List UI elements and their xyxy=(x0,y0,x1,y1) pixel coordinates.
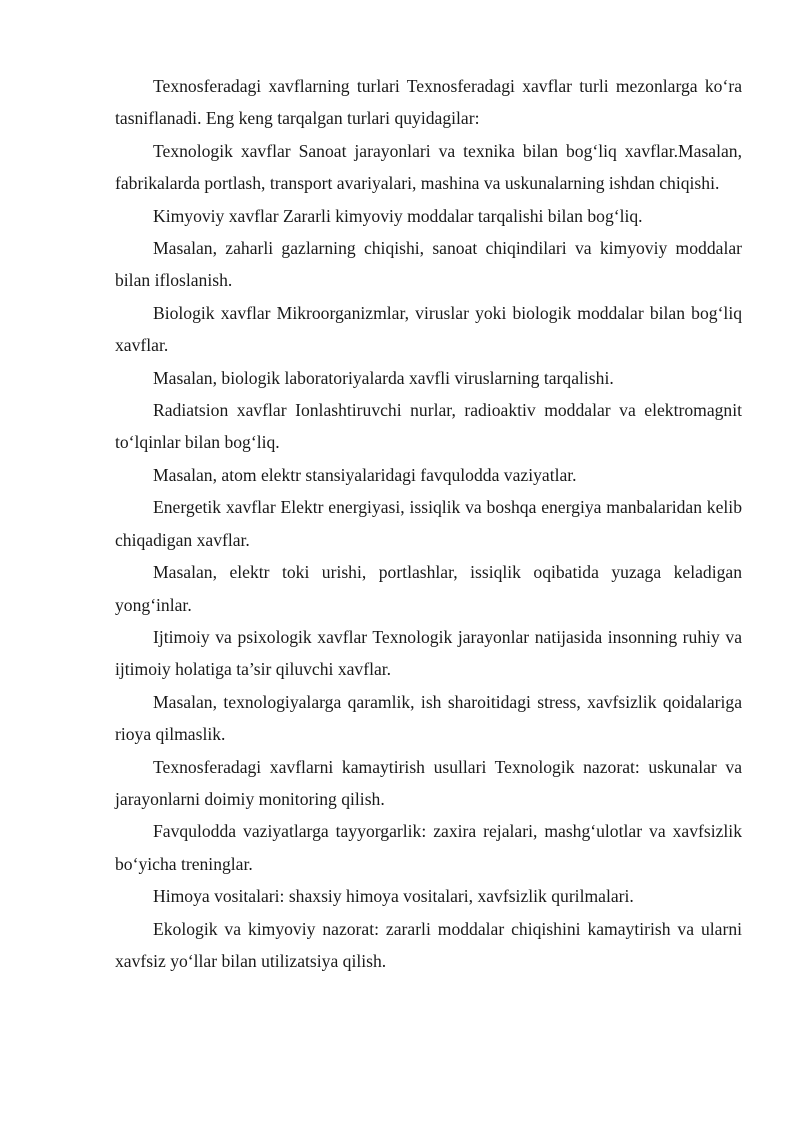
paragraph-intro: Texnosferadagi xavflarning turlari Texnosferadagi xavflar turli mezonlarga ko‘ra tasniflanadi. Eng keng tarqalgan turlari quyidagilar: xyxy=(115,76,742,129)
paragraph-social-hazards: Ijtimoiy va psixologik xavflar Texnologik jarayonlar natijasida insonning ruhiy va ijtimoiy holatiga ta’sir qiluvchi xavflar. xyxy=(115,626,742,680)
paragraph-chemical-example: Masalan, zaharli gazlarning chiqishi, sanoat chiqindilari va kimyoviy moddalar bilan ifloslanish. xyxy=(115,238,742,291)
document-body xyxy=(115,70,742,977)
paragraph-biological-example: Masalan, biologik laboratoriyalarda xavfli viruslarning tarqalishi. xyxy=(153,367,614,388)
paragraph-protective-equipment: Himoya vositalari: shaxsiy himoya vositalari, xavfsizlik qurilmalari. xyxy=(153,886,634,907)
paragraph-radiation-example: Masalan, atom elektr stansiyalaridagi favqulodda vaziyatlar. xyxy=(153,464,577,485)
paragraph-chemical-hazards: Kimyoviy xavflar Zararli kimyoviy moddalar tarqalishi bilan bog‘liq. xyxy=(153,205,643,226)
paragraph-social-example: Masalan, texnologiyalarga qaramlik, ish sharoitidagi stress, xavfsizlik qoidalariga rioya qilmaslik. xyxy=(115,691,742,745)
paragraph-biological-hazards: Biologik xavflar Mikroorganizmlar, viruslar yoki biologik moddalar bilan bog‘liq xavflar. xyxy=(115,302,742,356)
paragraph-reduction-methods: Texnosferadagi xavflarni kamaytirish usullari Texnologik nazorat: uskunalar va jarayonlarni doimiy monitoring qilish. xyxy=(115,756,742,809)
paragraph-energy-hazards: Energetik xavflar Elektr energiyasi, issiqlik va boshqa energiya manbalaridan kelib chiqadigan xavflar. xyxy=(115,497,742,550)
paragraph-ecological-control: Ekologik va kimyoviy nazorat: zararli moddalar chiqishini kamaytirish va ularni xavfsiz yo‘llar bilan utilizatsiya qilish. xyxy=(115,918,742,971)
paragraph-radiation-hazards: Radiatsion xavflar Ionlashtiruvchi nurlar, radioaktiv moddalar va elektromagnit to‘lqinlar bilan bog‘liq. xyxy=(115,400,742,453)
paragraph-emergency-preparedness: Favqulodda vaziyatlarga tayyorgarlik: zaxira rejalari, mashg‘ulotlar va xavfsizlik bo‘yicha treninglar. xyxy=(115,821,742,874)
paragraph-energy-example: Masalan, elektr toki urishi, portlashlar, issiqlik oqibatida yuzaga keladigan yong‘inlar. xyxy=(115,562,742,615)
paragraph-technological-hazards: Texnologik xavflar Sanoat jarayonlari va texnika bilan bog‘liq xavflar.Masalan, fabrikalarda portlash, transport avariyalari, mashina va uskunalarning ishdan chiqishi. xyxy=(115,140,742,194)
